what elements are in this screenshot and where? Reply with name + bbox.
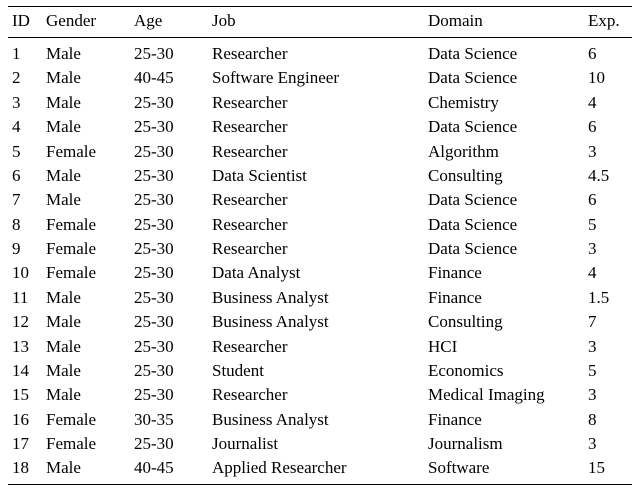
cell-exp: 4 <box>588 263 597 283</box>
cell-age: 25-30 <box>134 190 174 210</box>
cell-id: 6 <box>12 165 21 185</box>
cell-id: 1 <box>12 44 21 63</box>
cell-domain: Journalism <box>428 434 503 453</box>
cell-domain: Finance <box>428 409 482 429</box>
cell-age: 25-30 <box>134 263 174 283</box>
cell-id: 15 <box>12 385 29 405</box>
cell-id: 14 <box>12 360 29 380</box>
table-row <box>8 188 632 212</box>
cell-age: 25-30 <box>134 312 174 332</box>
cell-id: 7 <box>12 190 21 210</box>
table-row <box>8 164 632 188</box>
cell-gender: Male <box>46 190 81 210</box>
column-header-id: ID <box>8 7 42 38</box>
cell-domain: Data Science <box>428 68 518 88</box>
table-body <box>8 38 632 485</box>
cell-id: 8 <box>12 214 21 234</box>
table-row <box>8 456 632 485</box>
cell-domain: Medical Imaging <box>428 385 545 405</box>
table-header-row <box>8 7 632 38</box>
column-header-job: Job <box>208 7 424 38</box>
cell-gender: Female <box>46 409 97 429</box>
cell-exp: 5 <box>588 360 597 380</box>
cell-domain: Algorithm <box>428 141 499 161</box>
cell-exp: 5 <box>588 214 597 234</box>
cell-id: 16 <box>12 409 29 429</box>
cell-exp: 8 <box>588 409 597 429</box>
table-row <box>8 359 632 383</box>
cell-age: 25-30 <box>134 141 174 161</box>
cell-exp: 3 <box>588 434 597 453</box>
cell-age: 40-45 <box>134 68 174 88</box>
cell-job: Researcher <box>212 214 288 234</box>
cell-id: 10 <box>12 263 29 283</box>
cell-id: 2 <box>12 68 21 88</box>
cell-id: 3 <box>12 92 21 112</box>
cell-domain: Consulting <box>428 312 503 332</box>
cell-age: 25-30 <box>134 287 174 307</box>
cell-gender: Male <box>46 385 81 405</box>
cell-job: Researcher <box>212 385 288 405</box>
cell-exp: 3 <box>588 239 597 258</box>
cell-gender: Male <box>46 360 81 380</box>
cell-gender: Male <box>46 312 81 332</box>
cell-age: 25-30 <box>134 165 174 185</box>
cell-job: Researcher <box>212 239 288 258</box>
cell-exp: 7 <box>588 312 597 332</box>
cell-age: 25-30 <box>134 239 174 258</box>
cell-id: 18 <box>8 456 42 485</box>
table-row <box>8 334 632 358</box>
cell-domain: Chemistry <box>428 92 499 112</box>
table-row <box>8 286 632 310</box>
cell-job: Business Analyst <box>212 287 329 307</box>
cell-job: Researcher <box>212 44 288 63</box>
table-row <box>8 310 632 334</box>
cell-domain: Data Science <box>428 239 518 258</box>
cell-id: 12 <box>12 312 29 332</box>
cell-age: 30-35 <box>134 409 174 429</box>
cell-gender: Male <box>46 336 81 356</box>
cell-id: 5 <box>12 141 21 161</box>
table-row <box>8 139 632 163</box>
cell-job: Business Analyst <box>212 409 329 429</box>
cell-age: 25-30 <box>134 214 174 234</box>
participants-table <box>8 6 632 485</box>
cell-domain: Data Science <box>428 190 518 210</box>
table-row <box>8 261 632 285</box>
cell-gender: Female <box>46 214 97 234</box>
table-row <box>8 407 632 431</box>
cell-exp: 10 <box>588 68 605 88</box>
cell-gender: Male <box>42 456 130 485</box>
table-row <box>8 115 632 139</box>
cell-domain: Consulting <box>428 165 503 185</box>
cell-age: 25-30 <box>134 117 174 137</box>
table-row <box>8 91 632 115</box>
cell-gender: Male <box>46 44 81 63</box>
cell-exp: 6 <box>588 190 597 210</box>
cell-job: Business Analyst <box>212 312 329 332</box>
table-row <box>8 237 632 261</box>
cell-exp: 3 <box>588 385 597 405</box>
cell-id: 17 <box>12 434 29 453</box>
cell-age: 40-45 <box>130 456 208 485</box>
cell-job: Journalist <box>212 434 279 453</box>
cell-job: Researcher <box>212 336 288 356</box>
cell-gender: Female <box>46 263 97 283</box>
cell-age: 25-30 <box>134 385 174 405</box>
cell-domain: Data Science <box>428 44 518 63</box>
cell-gender: Male <box>46 287 81 307</box>
cell-gender: Male <box>46 68 81 88</box>
cell-exp: 3 <box>588 336 597 356</box>
table-row <box>8 66 632 90</box>
cell-id: 9 <box>12 239 21 258</box>
table-header <box>8 7 632 38</box>
cell-domain: Data Science <box>428 117 518 137</box>
cell-age: 25-30 <box>134 92 174 112</box>
cell-job: Researcher <box>212 141 288 161</box>
cell-gender: Female <box>46 434 97 453</box>
cell-domain: Software <box>424 456 584 485</box>
table-row <box>8 212 632 236</box>
table-row <box>8 38 632 67</box>
cell-gender: Female <box>46 239 97 258</box>
cell-job: Researcher <box>212 92 288 112</box>
cell-exp: 4.5 <box>588 165 610 185</box>
cell-job: Applied Researcher <box>208 456 424 485</box>
cell-id: 13 <box>12 336 29 356</box>
cell-job: Data Analyst <box>212 263 301 283</box>
cell-exp: 4 <box>588 92 597 112</box>
cell-gender: Female <box>46 141 97 161</box>
column-header-gender: Gender <box>42 7 130 38</box>
cell-job: Software Engineer <box>212 68 339 88</box>
cell-exp: 3 <box>588 141 597 161</box>
cell-exp: 6 <box>588 44 597 63</box>
cell-age: 25-30 <box>134 336 174 356</box>
column-header-exp: Exp. <box>584 7 632 38</box>
cell-gender: Male <box>46 117 81 137</box>
cell-id: 4 <box>12 117 21 137</box>
cell-job: Student <box>212 360 264 380</box>
column-header-domain: Domain <box>424 7 584 38</box>
table-row <box>8 432 632 456</box>
column-header-age: Age <box>130 7 208 38</box>
cell-id: 11 <box>12 287 29 307</box>
cell-domain: Finance <box>428 263 482 283</box>
cell-domain: Economics <box>428 360 504 380</box>
cell-gender: Male <box>46 92 81 112</box>
cell-age: 25-30 <box>134 434 174 453</box>
cell-exp: 6 <box>588 117 597 137</box>
cell-age: 25-30 <box>134 360 174 380</box>
cell-domain: Finance <box>428 287 482 307</box>
cell-job: Data Scientist <box>212 165 307 185</box>
table-row <box>8 383 632 407</box>
cell-exp: 1.5 <box>588 287 610 307</box>
cell-exp: 15 <box>584 456 632 485</box>
cell-job: Researcher <box>212 190 288 210</box>
cell-age: 25-30 <box>134 44 174 63</box>
cell-domain: HCI <box>428 336 458 356</box>
cell-domain: Data Science <box>428 214 518 234</box>
cell-gender: Male <box>46 165 81 185</box>
cell-job: Researcher <box>212 117 288 137</box>
